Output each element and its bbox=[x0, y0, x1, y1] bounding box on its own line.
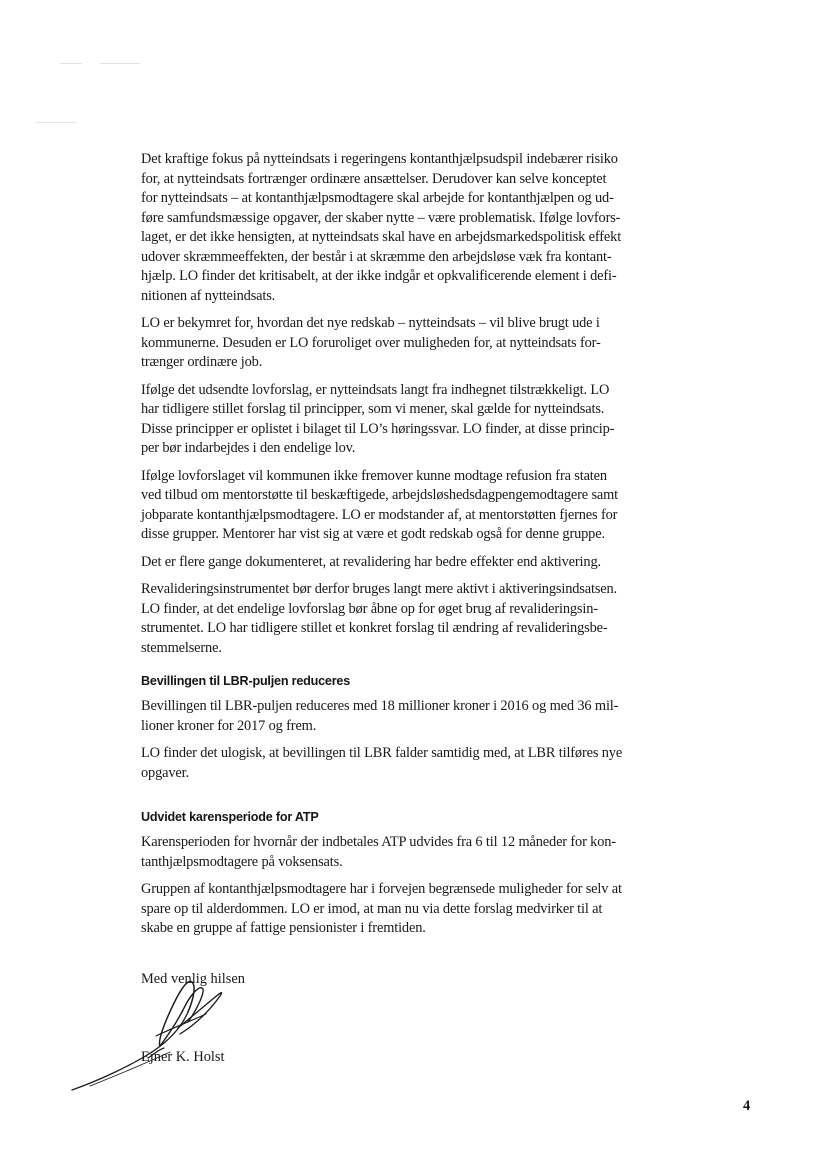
section-atp bbox=[141, 833, 681, 947]
paragraph: Ifølge det udsendte lovforslag, er nytteindsats langt fra indhegnet tilstrækkeligt. LO har tidligere stillet forslag til principper, som vi mener, skal gælde for nytteindsats. Disse principper er oplistet i bilaget til LO’s høringssvar. LO finder, at disse princip- per bør indarbejdes i den endelige lov. bbox=[141, 381, 615, 456]
paragraph: Det er flere gange dokumenteret, at revalidering har bedre effekter end aktivering. bbox=[141, 553, 601, 570]
paragraph: Ifølge lovforslaget vil kommunen ikke fremover kunne modtage refusion fra staten ved tilbud om mentorstøtte til beskæftigede, arbejdsløshedsdagpengemodtagere samt jobparate kontanthjælpsmodtagere. LO er modstander af, at mentorstøtten fjernes for disse grupper. Mentorer har vist sig at være et godt redskab også for denne gruppe. bbox=[141, 467, 619, 542]
scan-artifact bbox=[60, 63, 82, 64]
section-heading-lbr: Bevillingen til LBR-puljen reduceres bbox=[141, 674, 351, 688]
paragraph: Bevillingen til LBR-puljen reduceres med 18 millioner kroner i 2016 og med 36 mil- lioner kroner for 2017 og frem. bbox=[141, 698, 619, 734]
paragraph: LO er bekymret for, hvordan det nye redskab – nytteindsats – vil blive brugt ude i kommunerne. Desuden er LO foruroliget over muligheden for, at nytteindsats for- trænger ordinære job. bbox=[141, 315, 601, 370]
section-lbr bbox=[141, 697, 681, 791]
paragraph: Revalideringsinstrumentet bør derfor bruges langt mere aktivt i aktiveringsindsatsen. LO finder, at det endelige lovforslag bør åbne op for øget brug af revalideringsin- strumentet. LO har tidligere stillet et konkret forslag til ændring af revalideringsbe- stemmelserne. bbox=[141, 581, 618, 656]
page-number: 4 bbox=[743, 1098, 751, 1114]
paragraph: Det kraftige fokus på nytteindsats i regeringens kontanthjælpsudspil indebærer risiko for, at nytteindsats fortrænger ordinære ansættelser. Derudover kan selve konceptet for nytteindsats – at kontanthjælpsmodtagere skal arbejde for kontanthjælpen og ud- føre samfundsmæssige opgaver, der skaber nytte – være problematisk. Ifølge lovfors- laget, er det ikke hensigten, at nytteindsats skal have en arbejdsmarkedspolitisk effekt udover skræmmeeffekten, der består i at skræmme den arbejdsløse væk fra kontant- hjælp. LO finder det kritisabelt, at der ikke indgår et opkvalificerende element i defi- nitionen af nytteindsats. bbox=[141, 151, 622, 304]
signer-name: Ejner K. Holst bbox=[141, 1049, 225, 1065]
paragraph: Karensperioden for hvornår der indbetales ATP udvides fra 6 til 12 måneder for kon- tanthjælpsmodtagere på voksensats. bbox=[141, 834, 616, 870]
paragraph: Gruppen af kontanthjælpsmodtagere har i forvejen begrænsede muligheder for selv at spare op til alderdommen. LO er imod, at man nu via dette forslag medvirker til at skabe en gruppe af fattige pensionister i fremtiden. bbox=[141, 881, 622, 936]
handwritten-signature bbox=[60, 968, 260, 1103]
section-heading-atp: Udvidet karensperiode for ATP bbox=[141, 810, 319, 824]
paragraph: LO finder det ulogisk, at bevillingen til LBR falder samtidig med, at LBR tilføres nye opgaver. bbox=[141, 745, 623, 781]
scan-artifact bbox=[100, 63, 140, 64]
closing-salutation: Med venlig hilsen bbox=[141, 971, 245, 987]
section-nytteindsats bbox=[141, 150, 681, 666]
scan-artifact bbox=[36, 122, 76, 123]
